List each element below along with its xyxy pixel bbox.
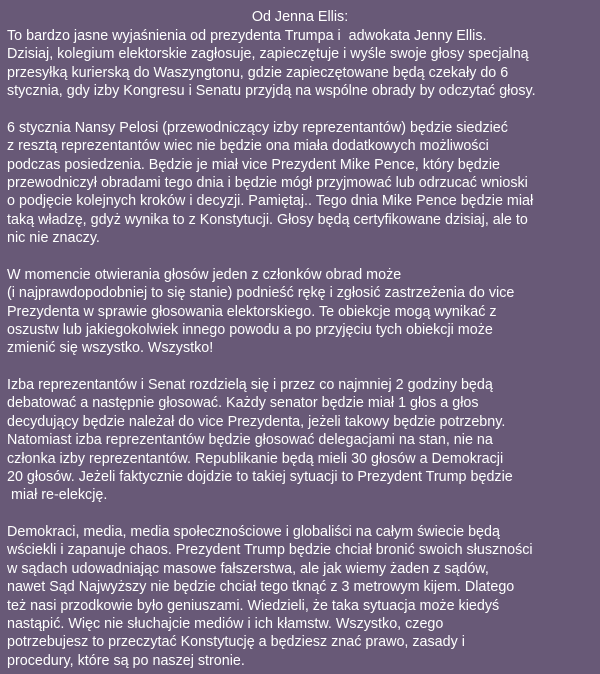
text-line: oszustw lub jakiegokolwiek innego powodu a po przyjęciu tych obiekcji może xyxy=(7,321,493,338)
text-line: (i najprawdopodobniej to się stanie) podnieść rękę i zgłosić zastrzeżenia do vice xyxy=(7,285,515,302)
text-line: w sądach udowadniając masowe fałszerstwa, ale jak wiemy żaden z sądów, xyxy=(7,560,489,577)
text-line: debatować a następnie głosować. Każdy senator będzie miał 1 głos a głos xyxy=(7,395,479,412)
text-line: potrzebujesz to przeczytać Konstytucję a będziesz znać prawo, zasady i xyxy=(7,634,465,651)
text-line: przesyłką kurierską do Waszyngtonu, gdzie zapieczętowane będą czekały do 6 xyxy=(7,64,509,81)
text-line: nastąpić. Więc nie słuchajcie mediów i ich kłamstw. Wszystko, czego xyxy=(7,615,444,632)
text-line: też nasi przodkowie było geniuszami. Wiedzieli, że taka sytuacja może kiedyś xyxy=(7,597,500,614)
text-line: wściekli i zapanuje chaos. Prezydent Trump będzie chciał bronić swoich słuszności xyxy=(7,542,533,559)
text-line: przewodniczył obradami tego dnia i będzie mógł przyjmować lub odrzucać wnioski xyxy=(7,175,528,191)
text-line: z resztą reprezentantów wiec nie będzie ona miała dodatkowych możliwości xyxy=(7,138,489,155)
text-line: procedury, które są po naszej stronie. xyxy=(7,652,245,669)
text-line: podczas posiedzenia. Będzie je miał vice Prezydent Mike Pence, który będzie xyxy=(7,156,500,173)
text-line: nic nie znaczy. xyxy=(7,230,100,247)
text-line: W momencie otwierania głosów jeden z członków obrad może xyxy=(7,266,402,283)
text-line: Demokraci, media, media społecznościowe i globaliści na całym świecie będą xyxy=(7,524,500,540)
document-title: Od Jenna Ellis: xyxy=(251,9,349,25)
text-line: Natomiast izba reprezentantów będzie głosować delegacjami na stan, nie na xyxy=(7,432,493,449)
text-line: Prezydenta w sprawie głosowania elektorskiego. Te obiekcje mogą wynikać z xyxy=(7,303,497,320)
text-line: 20 głosów. Jeżeli faktycznie dojdzie to takiej sytuacji to Prezydent Trump będzie xyxy=(7,468,513,485)
text-line: stycznia, gdy izby Kongresu i Senatu przyjdą na wspólne obrady by odczytać głosy. xyxy=(7,83,536,100)
text-line: decydujący będzie należał do vice Prezydenta, jeżeli takowy będzie potrzebny. xyxy=(7,413,506,430)
text-line: Dzisiaj, kolegium elektorskie zagłosuje, zapieczętuje i wyśle swoje głosy specjalną xyxy=(7,46,529,63)
text-line: To bardzo jasne wyjaśnienia od prezydenta Trumpa i adwokata Jenny Ellis. xyxy=(7,28,487,44)
text-line: nawet Sąd Najwyższy nie będzie chciał tego tknąć z 3 metrowym kijem. Dlatego xyxy=(7,579,515,596)
text-line: taką władzę, gdyż wynika to z Konstytucji. Głosy będą certyfikowane dzisiaj, ale to xyxy=(7,211,528,228)
text-line: 6 stycznia Nansy Pelosi (przewodniczący izby reprezentantów) będzie siedzieć xyxy=(7,119,508,136)
text-line: o podjęcie kolejnych kroków i decyzji. Pamiętaj.. Tego dnia Mike Pence będzie miał xyxy=(7,193,534,210)
text-line: członka izby reprezentantów. Republikanie będą mieli 30 głosów a Demokracji xyxy=(7,450,504,467)
text-line: Izba reprezentantów i Senat rozdzielą się i przez co najmniej 2 godziny będą xyxy=(7,377,493,394)
text-line: miał re-elekcję. xyxy=(7,487,108,504)
text-line: zmienić się wszystko. Wszystko! xyxy=(7,340,214,357)
